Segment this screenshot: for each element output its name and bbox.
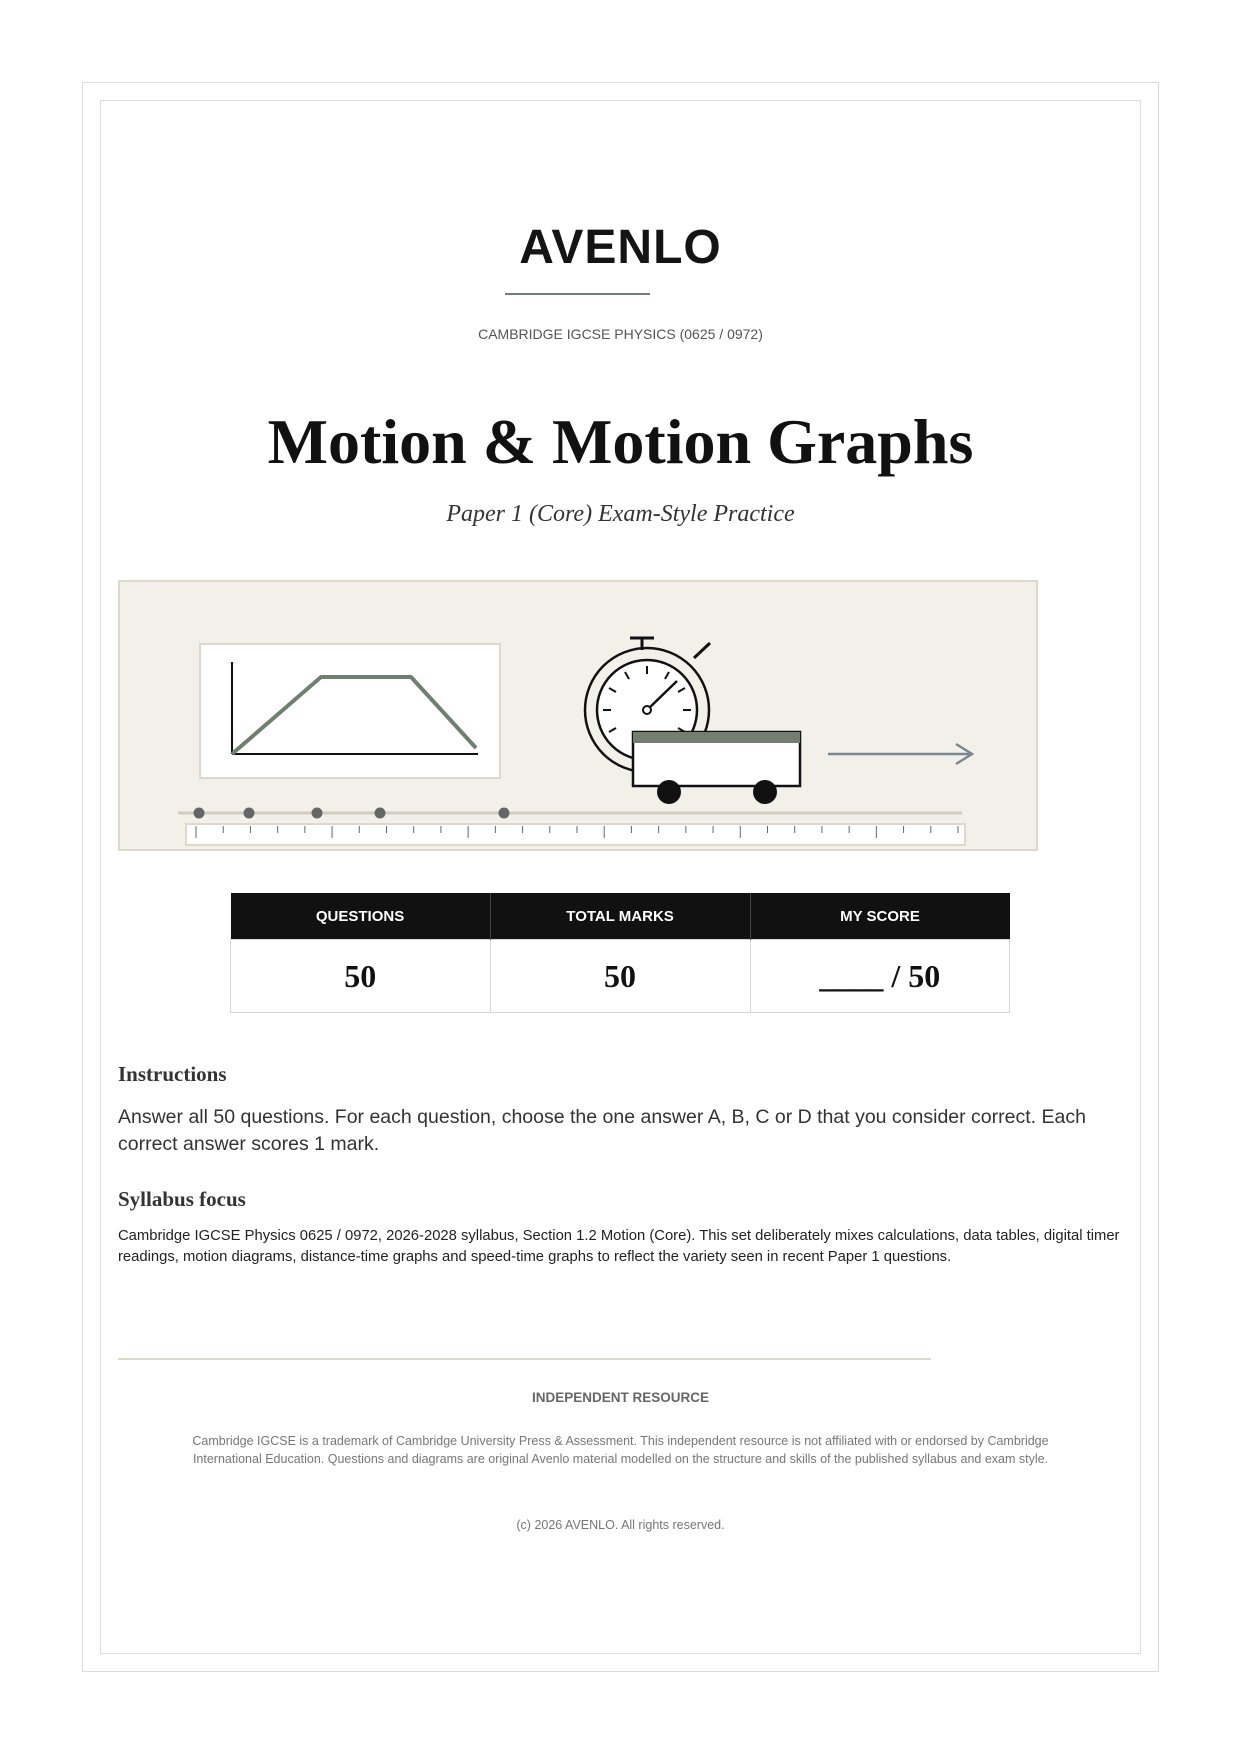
footer-copyright: (c) 2026 AVENLO. All rights reserved. [516,1518,725,1532]
syllabus-focus-body: Cambridge IGCSE Physics 0625 / 0972, 2026-2028 syllabus, Section 1.2 Motion (Core). This set deliberately mixes calculations, data tables, digital timer readings, motion diagrams, distance-time graphs and speed-time graphs to reflect the variety seen in recent Paper 1 questions. [118,1228,1120,1265]
my-score-value: ____ / 50 [750,940,1009,1013]
instructions-body: Answer all 50 questions. For each question, choose the one answer A, B, C or D that you consider correct. Each correct answer scores 1 mark. [118,1106,1086,1155]
my-score-header: MY SCORE [750,893,1009,940]
syllabus-code: CAMBRIDGE IGCSE PHYSICS (0625 / 0972) [478,326,763,342]
total-marks-header: TOTAL MARKS [490,893,750,940]
hero-illustration [118,580,1038,851]
footer-label: INDEPENDENT RESOURCE [531,1390,710,1405]
distance-time-graph-icon [200,644,500,778]
total-marks-value: 50 [490,940,750,1013]
questions-value: 50 [231,940,491,1013]
brand-divider [505,293,650,295]
score-summary-table [230,893,1010,1013]
ruler-icon [186,824,965,845]
page-title: Motion & Motion Graphs [267,406,974,477]
questions-header: QUESTIONS [231,893,491,940]
page-subtitle: Paper 1 (Core) Exam-Style Practice [446,501,795,527]
syllabus-focus-heading: Syllabus focus [118,1187,246,1211]
arrow-right-icon [828,744,972,764]
instructions-heading: Instructions [118,1062,227,1086]
brand-logo: AVENLO [519,221,722,274]
footer-disclaimer: Cambridge IGCSE is a trademark of Cambridge University Press & Assessment. This independent resource is not affiliated with or endorsed by Cambridge International Education. Questions and diagrams are original Avenlo material modelled on the structure and skills of the published syllabus and exam style. [192,1434,1049,1466]
trolley-icon [633,732,800,804]
footer-divider [118,1358,931,1360]
